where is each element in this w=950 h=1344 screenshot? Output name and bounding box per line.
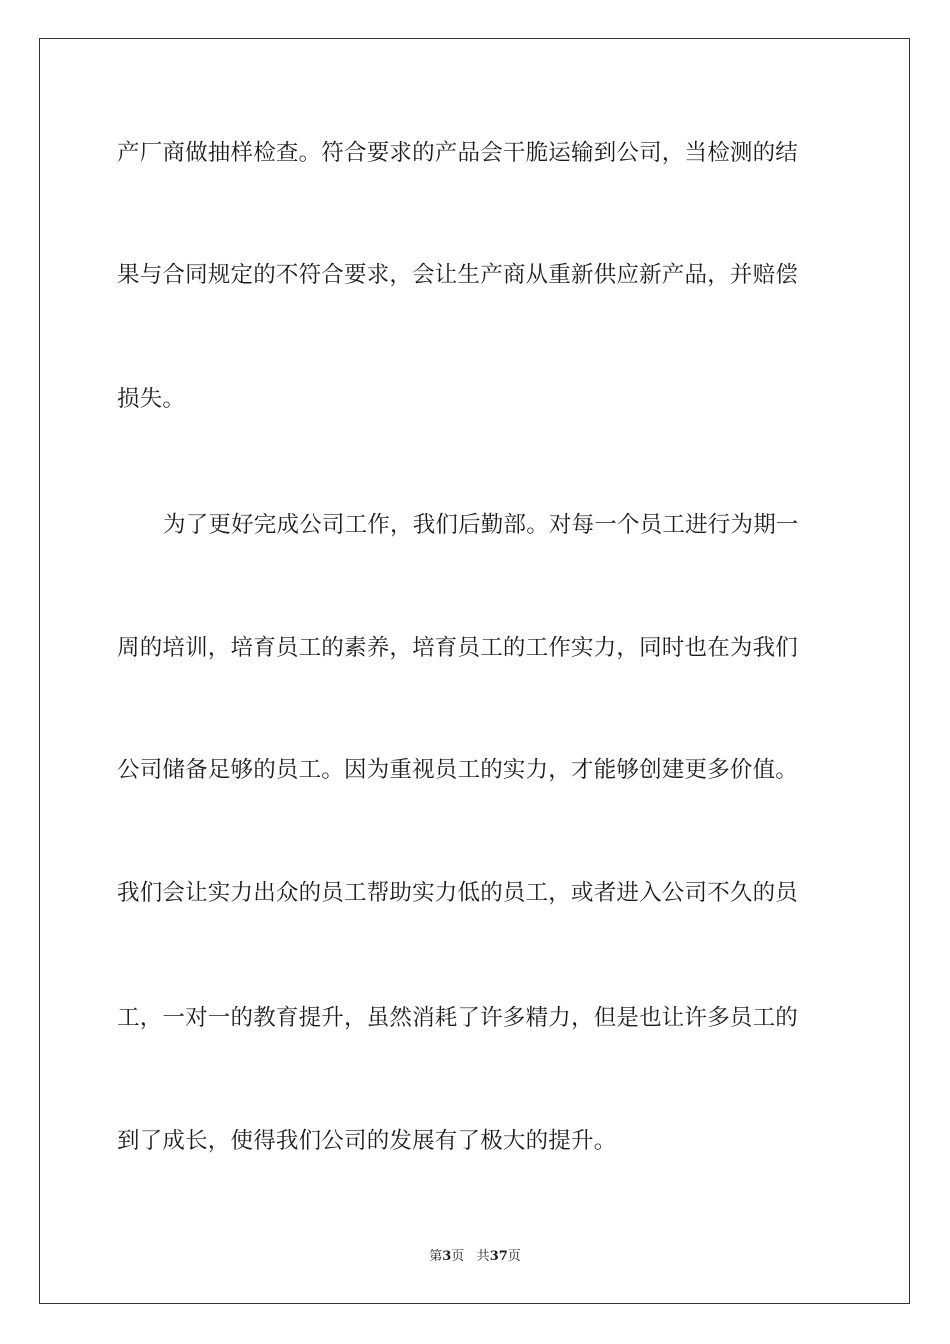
body-text-line: 工，一对一的教育提升，虽然消耗了许多精力，但是也让许多员工的 [117, 1005, 799, 1031]
body-text-line: 产厂商做抽样检查。符合要求的产品会干脆运输到公司，当检测的结 [117, 140, 799, 166]
page-suffix: 页 [451, 1249, 465, 1264]
body-text-line: 果与合同规定的不符合要求，会让生产商从重新供应新产品，并赔偿 [117, 262, 799, 288]
page-footer [0, 1248, 950, 1266]
page-number: 3 [442, 1249, 452, 1264]
body-text-line: 我们会让实力出众的员工帮助实力低的员工，或者进入公司不久的员 [117, 880, 799, 906]
page-prefix: 第 [429, 1249, 443, 1264]
total-suffix: 页 [507, 1249, 521, 1264]
page-border [39, 38, 910, 1304]
body-text-line: 到了成长，使得我们公司的发展有了极大的提升。 [117, 1128, 617, 1154]
body-text-line: 公司储备足够的员工。因为重视员工的实力，才能够创建更多价值。 [117, 757, 799, 783]
body-text-line: 周的培训，培育员工的素养，培育员工的工作实力，同时也在为我们 [117, 635, 799, 661]
paragraph-start-line: 为了更好完成公司工作，我们后勤部。对每一个员工进行为期一 [163, 512, 799, 538]
total-pages: 37 [489, 1249, 508, 1264]
body-text-line: 损失。 [117, 386, 186, 412]
total-prefix: 共 [476, 1249, 490, 1264]
